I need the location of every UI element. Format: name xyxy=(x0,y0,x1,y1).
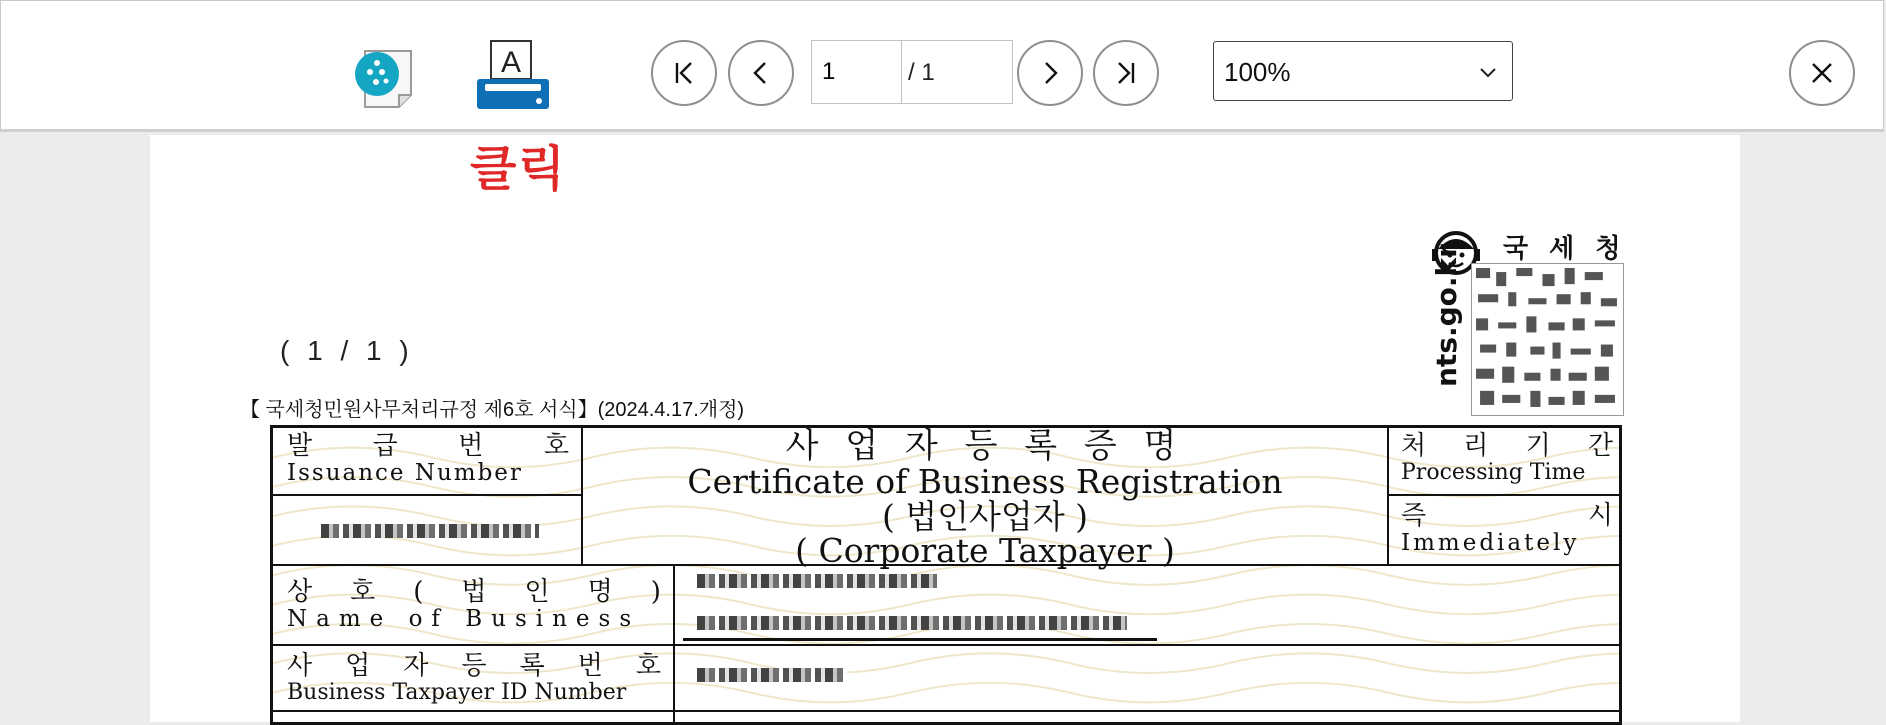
issuance-number-label: 발 급 번 호 Issuance Number xyxy=(287,431,569,486)
business-name-label: 상 호 ( 법 인 명 ) Name of Business xyxy=(287,577,661,632)
print-letter: A xyxy=(500,46,522,79)
zoom-select[interactable] xyxy=(1213,41,1513,101)
business-name-value-redacted xyxy=(697,574,937,588)
page-navigator xyxy=(811,40,1013,104)
business-name-en-value-redacted xyxy=(697,616,1127,630)
current-page-input[interactable] xyxy=(812,41,902,103)
form-reference: 【 국세청민원사무처리규정 제6호 서식】(2024.4.17.개정) xyxy=(240,399,745,421)
total-pages: / 1 xyxy=(908,59,935,86)
zoom-value: 100% xyxy=(1224,57,1291,87)
save-icon[interactable] xyxy=(351,45,417,111)
close-button[interactable] xyxy=(1789,40,1855,106)
taxpayer-id-label: 사 업 자 등 록 번 호 Business Taxpayer ID Number xyxy=(287,651,661,705)
prev-page-icon xyxy=(746,58,776,88)
print-icon[interactable] xyxy=(475,39,551,113)
processing-time-value: 즉 시 Immediately xyxy=(1401,501,1613,556)
click-hint: 클릭 xyxy=(470,141,567,197)
viewer-toolbar xyxy=(0,0,1884,132)
issuance-label-ko: 발 급 번 호 xyxy=(287,431,569,461)
next-page-button[interactable] xyxy=(1017,40,1083,106)
page-counter: ( 1 / 1 ) xyxy=(280,335,409,366)
agency-url: nts.go.kr xyxy=(1430,244,1463,387)
chevron-down-icon xyxy=(1478,62,1498,82)
prev-page-button[interactable] xyxy=(728,40,794,106)
certificate-title: 사 업 자 등 록 증 명 Certificate of Business Registration ( 법인사업자 ) ( Corporate Taxpayer ) xyxy=(687,426,1283,570)
business-name-underline xyxy=(683,638,1157,641)
taxpayer-id-value-redacted xyxy=(697,668,847,682)
last-page-icon xyxy=(1111,58,1141,88)
document-page xyxy=(150,135,1740,722)
close-icon xyxy=(1807,58,1837,88)
qr-code xyxy=(1471,263,1624,416)
next-page-icon xyxy=(1035,58,1065,88)
issuance-number-value-redacted xyxy=(321,524,539,538)
certificate-table xyxy=(270,425,1622,725)
first-page-icon xyxy=(669,58,699,88)
last-page-button[interactable] xyxy=(1093,40,1159,106)
processing-time-label: 처 리 기 간 Processing Time xyxy=(1401,431,1613,485)
first-page-button[interactable] xyxy=(651,40,717,106)
agency-name: 국 세 청 xyxy=(1503,234,1627,264)
